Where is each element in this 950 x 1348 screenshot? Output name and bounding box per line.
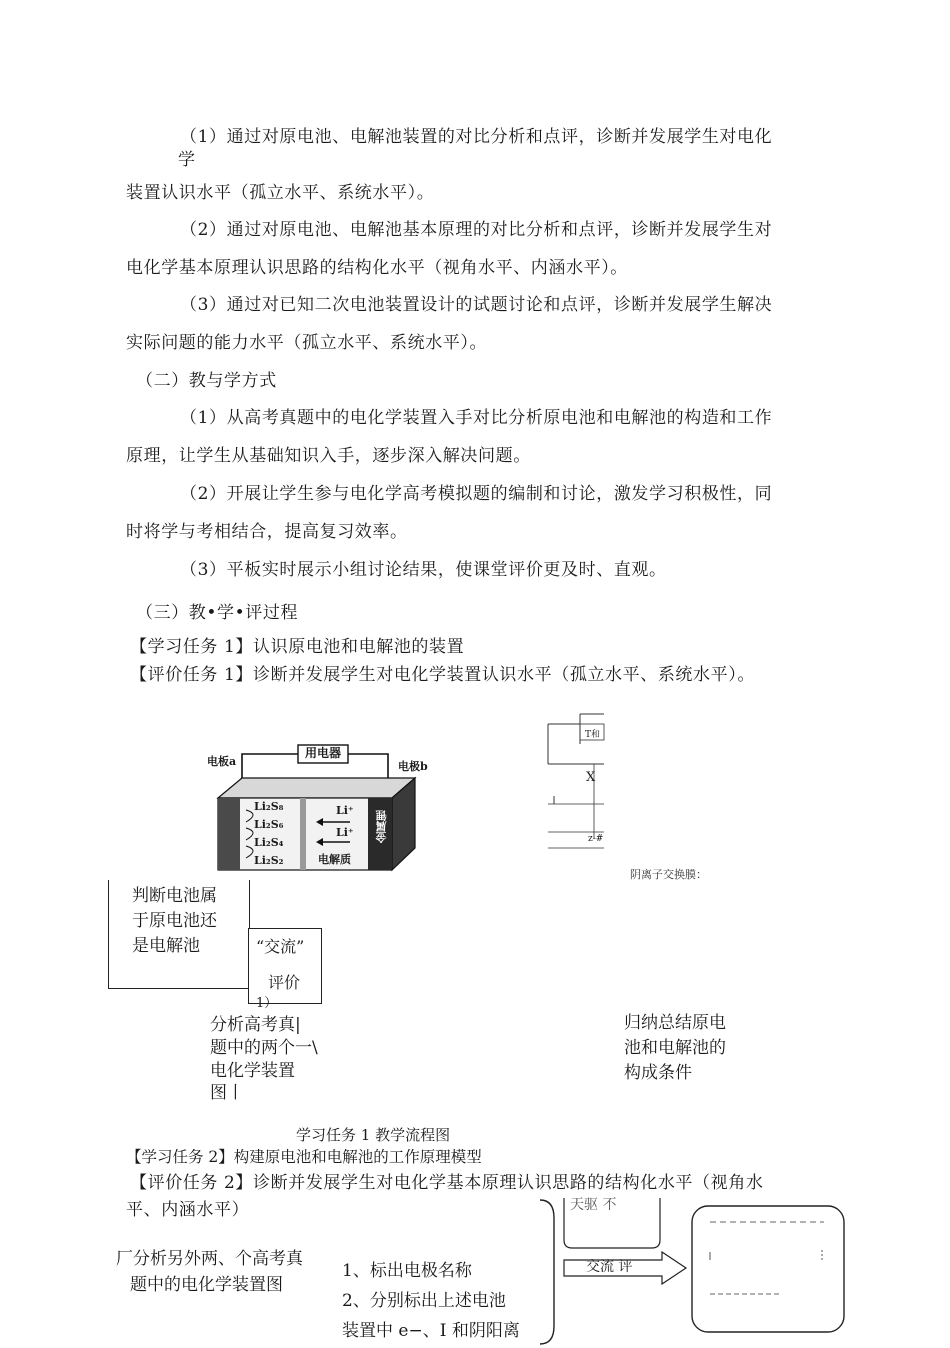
exchange-text-1: “交流” (256, 937, 305, 956)
section-3-heading: （三）教•学•评过程 (136, 603, 299, 623)
flow2-left-1: 厂分析另外两、个高考真 (116, 1249, 303, 1269)
species-4: Li₂S₂ (254, 854, 284, 867)
load-label: 用电器 (304, 746, 341, 760)
membrane-svg (540, 708, 620, 883)
learning-task-1: 【学习任务 1】认识原电池和电解池的装置 (130, 637, 465, 657)
exchange-text-3: 1） (256, 996, 278, 1011)
electrolyte-label: 电解质 (318, 853, 351, 866)
analyze-text-3: 电化学装置 (210, 1061, 295, 1081)
learning-task-2: 【学习任务 2】构建原电池和电解池的工作原理模型 (126, 1148, 482, 1166)
objective-3-line2: 实际问题的能力水平（孤立水平、系统水平）。 (126, 333, 488, 353)
objective-2-line1: （2）通过对原电池、电解池基本原理的对比分析和点评，诊断并发展学生对 (180, 220, 773, 240)
objective-3-line1: （3）通过对已知二次电池装置设计的试题讨论和点评，诊断并发展学生解决 (180, 295, 773, 315)
flowchart-1-caption: 学习任务 1 教学流程图 (296, 1126, 451, 1144)
summary-text-1: 归纳总结原电 (624, 1013, 726, 1033)
membrane-bottom-label: z-# (588, 834, 604, 844)
analyze-text-2: 题中的两个一\ (210, 1038, 318, 1058)
judge-text-1: 判断电池属 (132, 886, 217, 906)
species-3: Li₂S₄ (254, 836, 284, 849)
exchange-text-2: 评价 (268, 973, 301, 992)
objective-2-line2: 电化学基本原理认识思路的结构化水平（视角水平、内涵水平）。 (126, 258, 628, 278)
evaluation-task-2-line2: 平、内涵水平） (126, 1200, 250, 1220)
flow2-arrow-text: 交流 评 (586, 1259, 633, 1275)
ion-label-1: Li⁺ (336, 804, 354, 817)
summary-text-2: 池和电解池的 (624, 1038, 726, 1058)
section-2-heading: （二）教与学方式 (136, 371, 277, 391)
analyze-text-1: 分析高考真| (210, 1015, 301, 1035)
objective-1-wrap: 学 (178, 150, 196, 170)
membrane-top-label: T和 (585, 730, 601, 740)
analyze-text-4: 图丨 (210, 1083, 244, 1103)
flow2-diagram (530, 1198, 860, 1344)
judge-text-3: 是电解池 (132, 936, 200, 956)
electrode-a-label: 电板a (207, 755, 237, 768)
battery-diagram (200, 740, 440, 880)
flow2-left-2: 题中的电化学装置图 (130, 1275, 283, 1295)
flow2-svg (530, 1198, 860, 1344)
method-2-line1: （2）开展让学生参与电化学高考模拟题的编制和讨论，激发学习积极性，同 (180, 484, 773, 504)
summary-text-3: 构成条件 (624, 1063, 692, 1083)
membrane-x-label: X (586, 770, 596, 785)
objective-1-line1: （1）通过对原电池、电解池装置的对比分析和点评，诊断并发展学生对电化 (180, 127, 773, 147)
objective-1-line2: 装置认识水平（孤立水平、系统水平）。 (126, 183, 435, 203)
electrode-b-label: 电极b (398, 760, 428, 773)
membrane-caption: 阴离子交换膜： (630, 868, 707, 881)
flow2-step-1: 1、标出电极名称 (342, 1261, 472, 1281)
method-2-line2: 时将学与考相结合，提高复习效率。 (126, 522, 408, 542)
method-3-line1: （3）平板实时展示小组讨论结果，使课堂评价更及时、直观。 (180, 560, 667, 580)
membrane-diagram (540, 708, 620, 883)
species-1: Li₂S₈ (254, 800, 284, 813)
flow2-top-box-text: 天驱 不 (570, 1197, 617, 1213)
ion-label-2: Li⁺ (336, 826, 354, 839)
flow2-step-3: 装置中 e−、I 和阴阳离 (342, 1321, 520, 1341)
species-2: Li₂S₆ (254, 818, 284, 831)
judge-text-2: 于原电池还 (132, 911, 217, 931)
method-1-line2: 原理，让学生从基础知识入手，逐步深入解决问题。 (126, 446, 531, 466)
flow2-step-2: 2、分别标出上述电池 (342, 1291, 506, 1311)
evaluation-task-2-line1: 【评价任务 2】诊断并发展学生对电化学基本原理认识思路的结构化水平（视角水 (130, 1173, 764, 1193)
evaluation-task-1: 【评价任务 1】诊断并发展学生对电化学装置认识水平（孤立水平、系统水平）。 (130, 665, 755, 685)
metal-lithium-label: 金属锂 (375, 810, 388, 843)
method-1-line1: （1）从高考真题中的电化学装置入手对比分析原电池和电解池的构造和工作 (180, 408, 773, 428)
